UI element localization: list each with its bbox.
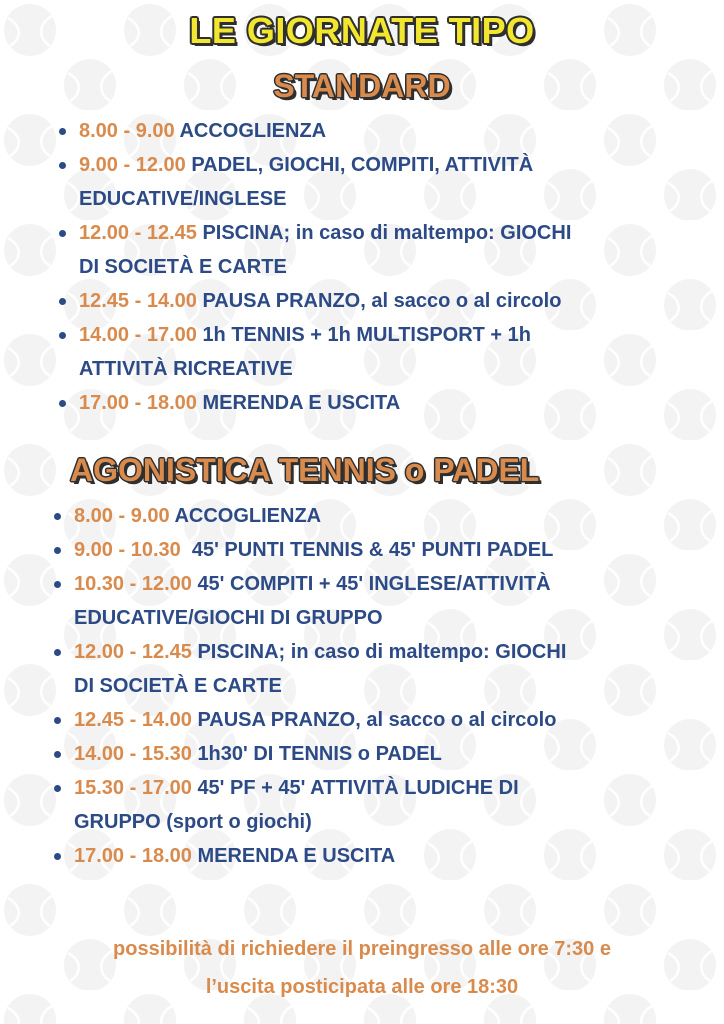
schedule-time: 17.00 - 18.00 (79, 392, 197, 414)
schedule-item (74, 737, 694, 771)
schedule-item (79, 386, 689, 420)
schedule-time: 10.30 - 12.00 (74, 573, 192, 595)
standard-schedule-list (79, 114, 689, 420)
schedule-item (79, 318, 689, 386)
agonistica-section-title: AGONISTICA TENNIS o PADEL (70, 452, 540, 488)
agonistica-schedule-list (74, 499, 694, 873)
schedule-activity: PADEL, GIOCHI, COMPITI, ATTIVITÀ (191, 154, 534, 176)
schedule-item (74, 499, 694, 533)
schedule-time: 12.45 - 14.00 (74, 709, 192, 731)
footer-note-line-1: possibilità di richiedere il preingresso alle ore 7:30 e (113, 938, 611, 960)
schedule-activity: MERENDA E USCITA (202, 392, 401, 414)
schedule-time: 15.30 - 17.00 (74, 777, 192, 799)
schedule-item (79, 148, 689, 216)
schedule-item (74, 839, 694, 873)
schedule-activity: 45' PUNTI TENNIS & 45' PUNTI PADEL (186, 539, 554, 561)
schedule-activity: ATTIVITÀ RICREATIVE (79, 358, 293, 380)
schedule-activity: MERENDA E USCITA (197, 845, 396, 867)
schedule-time: 8.00 - 9.00 (74, 505, 170, 527)
schedule-item (79, 216, 689, 284)
footer-note-line-2: l’uscita posticipata alle ore 18:30 (205, 976, 519, 998)
schedule-activity: PISCINA; in caso di maltempo: GIOCHI (202, 222, 572, 244)
schedule-activity: ACCOGLIENZA (179, 120, 327, 142)
schedule-activity: 1h30' DI TENNIS o PADEL (197, 743, 442, 765)
schedule-time: 12.00 - 12.45 (74, 641, 192, 663)
schedule-activity: 1h TENNIS + 1h MULTISPORT + 1h (202, 324, 532, 346)
schedule-time: 12.00 - 12.45 (79, 222, 197, 244)
schedule-time: 9.00 - 12.00 (79, 154, 186, 176)
schedule-activity: PAUSA PRANZO, al sacco o al circolo (202, 290, 562, 312)
schedule-item (74, 703, 694, 737)
schedule-item (74, 533, 694, 567)
schedule-time: 8.00 - 9.00 (79, 120, 175, 142)
schedule-item (79, 284, 689, 318)
standard-section-title: STANDARD (273, 68, 451, 104)
schedule-item (74, 771, 694, 839)
schedule-time: 14.00 - 17.00 (79, 324, 197, 346)
schedule-activity: DI SOCIETÀ E CARTE (74, 675, 282, 697)
schedule-item (74, 567, 694, 635)
schedule-activity: EDUCATIVE/GIOCHI DI GRUPPO (74, 607, 383, 629)
schedule-item (79, 114, 689, 148)
page-title: LE GIORNATE TIPO (189, 10, 535, 51)
schedule-time: 9.00 - 10.30 (74, 539, 181, 561)
schedule-activity: DI SOCIETÀ E CARTE (79, 256, 287, 278)
schedule-activity: 45' PF + 45' ATTIVITÀ LUDICHE DI (197, 777, 519, 799)
schedule-item (74, 635, 694, 703)
schedule-time: 17.00 - 18.00 (74, 845, 192, 867)
schedule-activity: ACCOGLIENZA (174, 505, 322, 527)
schedule-activity: GRUPPO (sport o giochi) (74, 811, 312, 833)
schedule-activity: PAUSA PRANZO, al sacco o al circolo (197, 709, 557, 731)
schedule-activity: EDUCATIVE/INGLESE (79, 188, 287, 210)
schedule-activity: 45' COMPITI + 45' INGLESE/ATTIVITÀ (197, 573, 551, 595)
schedule-time: 12.45 - 14.00 (79, 290, 197, 312)
schedule-activity: PISCINA; in caso di maltempo: GIOCHI (197, 641, 567, 663)
schedule-time: 14.00 - 15.30 (74, 743, 192, 765)
